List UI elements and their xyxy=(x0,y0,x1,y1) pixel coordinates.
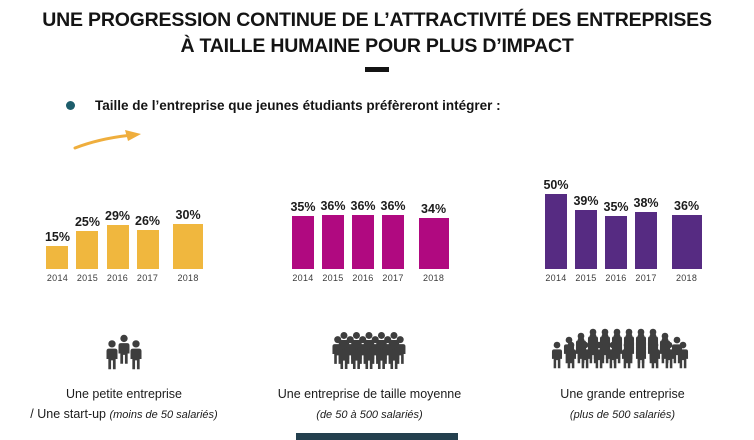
bar-value-label: 35% xyxy=(603,200,629,215)
bar-year-label: 2015 xyxy=(322,272,344,283)
charts-row xyxy=(0,133,754,424)
bar-value-label: 36% xyxy=(350,198,376,213)
bar-column xyxy=(135,214,160,283)
crowd-box-large xyxy=(548,309,698,373)
bar-value-label: 25% xyxy=(74,215,100,230)
title-line-2: À TAILLE HUMAINE POUR PLUS D’IMPACT xyxy=(180,35,574,58)
bar-small-2015 xyxy=(76,231,98,269)
title-line-1: UNE PROGRESSION CONTINUE DE L’ATTRACTIVITÉ DES ENTREPRISES xyxy=(42,9,712,31)
large-crowd-icon xyxy=(548,325,698,373)
bar-column xyxy=(45,230,70,283)
bar-year-label: 2017 xyxy=(382,272,404,283)
subtitle: Taille de l’entreprise que jeunes étudiants préfèreront intégrer : xyxy=(95,97,501,113)
bar-column xyxy=(419,202,449,283)
bar-column xyxy=(173,208,203,283)
bar-value-label: 29% xyxy=(105,209,131,224)
bars-medium-company xyxy=(290,199,448,283)
bar-column xyxy=(604,200,629,283)
bar-medium-2015 xyxy=(322,215,344,269)
crowd-box-medium xyxy=(320,309,420,373)
bar-column xyxy=(290,200,315,283)
bar-large-2018 xyxy=(672,215,702,269)
bar-value-label: 36% xyxy=(380,198,406,213)
bar-medium-2017 xyxy=(382,215,404,269)
bar-column xyxy=(351,199,376,283)
bar-value-label: 15% xyxy=(44,230,70,245)
bar-value-label: 39% xyxy=(573,194,599,209)
bar-column xyxy=(381,199,406,283)
bar-small-2018 xyxy=(173,224,203,269)
bar-chart-medium-company xyxy=(290,133,448,283)
bar-value-label: 26% xyxy=(135,213,161,228)
bar-value-label: 38% xyxy=(633,195,659,210)
bar-value-label: 30% xyxy=(175,207,201,222)
bar-medium-2014 xyxy=(292,216,314,269)
bar-large-2015 xyxy=(575,210,597,269)
bar-large-2014 xyxy=(545,194,567,269)
caption-line-1: Une grande entreprise xyxy=(560,386,685,401)
bar-year-label: 2017 xyxy=(136,272,159,283)
bars-small-company xyxy=(45,208,203,283)
caption-detail: (plus de 500 salariés) xyxy=(569,408,676,421)
bar-medium-2016 xyxy=(352,215,374,269)
bar-value-label: 36% xyxy=(320,198,346,213)
bar-value-label: 36% xyxy=(674,198,700,213)
caption-large-company xyxy=(560,386,684,424)
caption-line-1: Une petite entreprise xyxy=(65,386,183,401)
bar-large-2017 xyxy=(635,212,657,269)
caption-medium-company xyxy=(278,386,461,424)
bar-year-label: 2016 xyxy=(605,272,627,283)
caption-detail: (de 50 à 500 salariés) xyxy=(316,408,423,421)
column-medium-company xyxy=(248,133,491,424)
bar-value-label: 34% xyxy=(421,201,447,216)
bar-large-2016 xyxy=(605,216,627,269)
bar-chart-large-company xyxy=(543,133,701,283)
caption-line-1: Une entreprise de taille moyenne xyxy=(277,386,462,401)
bar-year-label: 2015 xyxy=(76,272,99,283)
bar-year-label: 2018 xyxy=(422,272,445,283)
bar-column xyxy=(543,178,568,283)
caption-small-company xyxy=(30,386,217,424)
upward-trend-arrow-icon xyxy=(71,129,145,151)
bar-column xyxy=(573,194,598,283)
caption-detail: (moins de 50 salariés) xyxy=(109,408,218,421)
caption-line-2: / Une start-up xyxy=(30,406,110,421)
bar-column xyxy=(672,199,702,283)
bar-year-label: 2016 xyxy=(352,272,374,283)
bullet-icon xyxy=(66,101,75,110)
bar-small-2017 xyxy=(137,230,159,269)
bar-year-label: 2014 xyxy=(46,272,69,283)
bar-small-2014 xyxy=(46,246,68,269)
bar-year-label: 2015 xyxy=(575,272,597,283)
bar-column xyxy=(105,209,130,283)
bar-year-label: 2018 xyxy=(675,272,698,283)
subtitle-row xyxy=(66,98,754,113)
page-title xyxy=(0,0,754,60)
bar-year-label: 2016 xyxy=(106,272,129,283)
bar-year-label: 2018 xyxy=(177,272,199,283)
bar-chart-small-company xyxy=(45,133,203,283)
bar-year-label: 2014 xyxy=(545,272,567,283)
column-small-company xyxy=(0,133,248,424)
footer-accent-bar xyxy=(296,433,458,440)
title-underline-dash xyxy=(365,67,389,72)
bar-value-label: 35% xyxy=(290,200,316,215)
bar-column xyxy=(320,199,345,283)
bar-small-2016 xyxy=(107,225,129,269)
small-team-icon xyxy=(100,331,148,373)
bars-large-company xyxy=(543,178,701,283)
medium-crowd-icon xyxy=(320,329,420,373)
column-large-company xyxy=(491,133,754,424)
crowd-box-small xyxy=(100,309,148,373)
bar-column xyxy=(75,215,100,283)
bar-column xyxy=(634,196,659,283)
bar-value-label: 50% xyxy=(543,177,569,192)
bar-year-label: 2014 xyxy=(292,272,314,283)
bar-year-label: 2017 xyxy=(635,272,657,283)
bar-medium-2018 xyxy=(419,218,449,269)
